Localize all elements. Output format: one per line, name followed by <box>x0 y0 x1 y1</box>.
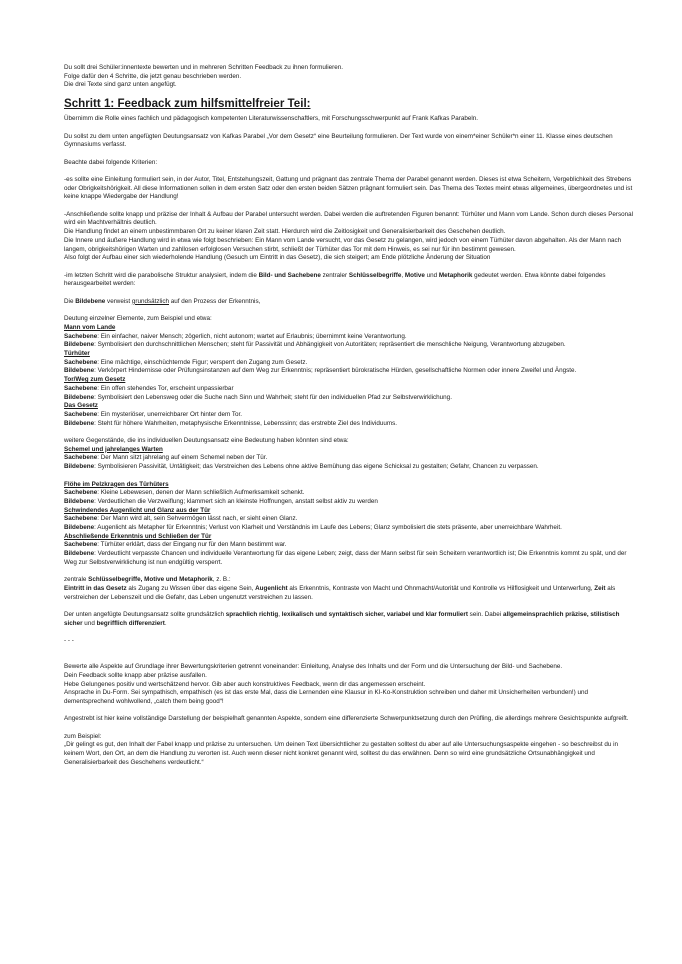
element-block <box>64 533 636 568</box>
bildebene-line: Bildebene: Verdeutlicht verpasste Chancen und individuelle Verantwortung für das eigene Leben; zeigt, dass der Mann selbst für sein Scheitern verantwortlich ist; Die Erkenntnis kommt zu spät, und der Weg zur Selbstverwirklichung ist nun endgültig versperrt. <box>64 550 627 566</box>
focus-paragraph: Angestrebt ist hier keine vollständige Darstellung der beispielhaft genannten Aspekte, sondern eine differenzierte Schwerpunktsetzung durch den Prüfling, die allerdings mehrere Gesichtspunkte aufgreift. <box>64 715 629 723</box>
bildebene-line: Bildebene: Verdeutlichen die Verzweiflung; klammert sich an kleinste Hoffnungen, anstatt selbst aktiv zu werden <box>64 497 378 505</box>
task-paragraph: Du sollst zu dem unten angefügten Deutungsansatz von Kafkas Parabel „Vor dem Gesetz“ eine Beurteilung formulieren. Der Text wurde von einem*einer Schüler*n einer 11. Klasse eines deutschen Gymnasiums verfasst. <box>64 132 613 149</box>
bildebene-line: Bildebene: Symbolisiert den durchschnittlichen Menschen; steht für Passivität und Abhängigkeit von Autoritäten; repräsentiert die menschliche Neigung, Verantwortung abzugeben. <box>64 341 566 349</box>
element-title: Das Gesetz <box>64 402 98 410</box>
element-title: Abschließende Erkenntnis und Schließen der Tür <box>64 532 212 540</box>
bildebene-line: Die Bildebene verweist grundsätzlich auf den Prozess der Erkenntnis, <box>64 297 261 305</box>
separator-dots: - - - <box>64 637 74 645</box>
evaluation-instruction: Bewerte alle Aspekte auf Grundlage ihrer Bewertungskriterien getrennt voneinander: Einleitung, Analyse des Inhalts und der Form und die Untersuchung der Bild- und Sachebene. <box>64 663 563 671</box>
sachebene-line: Sachebene: Ein mysteriöser, unerreichbarer Ort hinter dem Tor. <box>64 410 243 418</box>
sachebene-line: Sachebene: Der Mann sitzt jahrelang auf einem Schemel neben der Tür. <box>64 454 268 462</box>
language-criteria: Der unten angefügte Deutungsansatz sollte grundsätzlich sprachlich richtig, lexikalisch und syntaktisch sicher, variabel und klar formuliert sein. Dabei allgemeinsprachlich präzise, stilistisch sicher und begrifflich differenziert. <box>64 611 620 627</box>
element-title: Türhüter <box>64 349 90 357</box>
bildebene-line: Bildebene: Augenlicht als Metapher für Erkenntnis; Verlust von Klarheit und Verständnis im Laufe des Lebens; Glanz symbolisiert die stets präsente, aber unerreichbare Wahrheit. <box>64 524 562 532</box>
evaluation-instruction: Dein Feedback sollte knapp aber präzise ausfallen. <box>64 671 207 679</box>
evaluation-instruction: Hebe Gelungenes positiv und wertschätzend hervor. Gib aber auch konstruktives Feedback, wenn dir das angemessen erscheint. <box>64 680 426 688</box>
criterion-content: Die Handlung findet an einem unbestimmbaren Ort zu keiner klaren Zeit statt. Hierdurch wird die Zeitlosigkeit und Generalisierbarkeit des Geschehen deutlich. <box>64 228 506 236</box>
intro-line: Die drei Texte sind ganz unten angefügt. <box>64 81 177 89</box>
sachebene-line: Sachebene: Eine mächtige, einschüchternde Figur; versperrt den Zugang zum Gesetz. <box>64 358 308 366</box>
element-block <box>64 324 636 350</box>
sachebene-line: Sachebene: Kleine Lebewesen, denen der Mann schließlich Aufmerksamkeit schenkt. <box>64 489 305 497</box>
example-label: zum Beispiel: <box>64 732 102 740</box>
sachebene-line: Sachebene: Ein einfacher, naiver Mensch; zögerlich, nicht autonom; wartet auf Erlaubnis; übernimmt keine Verantwortung. <box>64 332 407 340</box>
central-terms: Eintritt in das Gesetz als Zugang zu Wissen über das eigene Sein, Augenlicht als Erkenntnis, Kontraste von Macht und Ohnmacht/Autorität und Kontrolle vs Hilflosigkeit und Unterwerfung, Zeit als verstreichen der Lebenszeit und die Gefahr, das Leben ungenutzt verstreichen zu lassen. <box>64 584 616 601</box>
criterion-content: Also folgt der Aufbau einer sich wiederholende Handlung (Gesuch um Eintritt in das Gesetz), die sich steigert; am Ende plötzliche Änderung der Situation <box>64 254 491 262</box>
criterion-structure: -im letzten Schritt wird die parabolische Struktur analysiert, indem die Bild- und Sachebene zentraler Schlüsselbegriffe, Motive und Metaphorik gedeutet werden. Etwa könnte dabei folgendes herausgearbeitet werden: <box>64 271 606 288</box>
element-title: Schemel und jahrelanges Warten <box>64 445 163 453</box>
element-block <box>64 481 636 507</box>
role-paragraph: Übernimm die Rolle eines fachlich und pädagogisch kompetenten Literaturwissenschaftlers, mit Forschungsschwerpunkt auf Frank Kafkas Parabeln. <box>64 115 479 123</box>
element-block <box>64 376 636 402</box>
criterion-introduction: -es sollte eine Einleitung formuliert sein, in der Autor, Titel, Entstehungszeit, Gattung und prägnant das zentrale Thema der Parabel genannt werden. Dieses ist etwa Scheitern, Vergeblichkeit des Strebens oder Obrigkeitshörigkeit. All diese Informationen sollen in dem ersten Satz oder den ersten beiden Sätzen prägnant formuliert sein. Das Thema des Textes meint etwas allgemeines, übergeordnetes und ist keine knappe Wiedergabe der Handlung! <box>64 175 633 201</box>
bildebene-line: Bildebene: Verkörpert Hindernisse oder Prüfungsinstanzen auf dem Weg zur Erkenntnis; repräsentiert bürokratische Hürden, gesellschaftliche Normen oder innere Zweifel und Ängste. <box>64 367 577 375</box>
element-block <box>64 402 636 428</box>
section-heading: Schritt 1: Feedback zum hilfsmittelfreier Teil: <box>64 97 311 111</box>
central-terms-heading: zentrale Schlüsselbegriffe, Motive und Metaphorik, z. B.: <box>64 576 231 584</box>
example-quote: „Dir gelingt es gut, den Inhalt der Fabel knapp und präzise zu untersuchen. Um deinen Text übersichtlicher zu gestalten solltest du aber auf alle Untersuchungsaspekte eingehen - so beschreibst du in keinem Wort, den Ort, an dem die Handlung zu verorten ist. Auch wenn dieser nicht konkret genannt wird, solltest du das erwähnen. Denn so wird eine grundsätzliche Ortsunabhängigkeit und Generalisierbarkeit des Geschehens verdeutlicht.“ <box>64 741 618 766</box>
intro-line: Du sollt drei Schüler:innentexte bewerten und in mehreren Schritten Feedback zu ihnen formulieren. <box>64 64 343 71</box>
element-title: Flöhe im Pelzkragen des Türhüters <box>64 480 169 488</box>
further-intro: weitere Gegenstände, die ins individuellen Deutungsansatz eine Bedeutung haben könnten sind etwa: <box>64 437 349 444</box>
element-title: Mann vom Lande <box>64 323 116 331</box>
sachebene-line: Sachebene: Der Mann wird alt, sein Sehvermögen lässt nach, er sieht einen Glanz. <box>64 515 298 523</box>
criterion-content: Die Innere und äußere Handlung wird in etwa wie folgt beschrieben: Ein Mann vom Lande versucht, vor das Gesetz zu gelangen, wird jedoch von einem Türhüter davon abgehalten. Als der Mann nach langem, obrigkeitshörigen Warten und zahllosen erfolglosen Versuchen stirbt, schließt der Türhüter das Tor mit dem Hinweis, es sei nur für ihn bestimmt gewesen. <box>64 236 622 253</box>
bildebene-line: Bildebene: Symbolisiert den Lebensweg oder die Suche nach Sinn und Wahrheit; steht für den individuellen Pfad zur Selbstverwirklichung. <box>64 393 452 401</box>
element-block <box>64 350 636 376</box>
deutung-intro: Deutung einzelner Elemente, zum Beispiel und etwa: <box>64 315 212 323</box>
evaluation-instruction: Ansprache in Du-Form. Sei sympathisch, empathisch (es ist das erste Mal, dass die Lernenden eine Klausur in KI-Ko-Konstruktion schreiben und daher mit Unsicherheiten verbunden!) und dementsprechend wohlwollend, „catch them being good“! <box>64 689 588 705</box>
criteria-intro: Beachte dabei folgende Kriterien: <box>64 158 158 166</box>
element-title: Schwindendes Augenlicht und Glanz aus der Tür <box>64 506 211 514</box>
bildebene-line: Bildebene: Symbolisieren Passivität, Untätigkeit; das Verstreichen des Lebens ohne aktive Bemühung das eigene Schicksal zu gestalten; Gefahr, Chancen zu verpassen. <box>64 463 539 471</box>
element-title: Tor/Weg zum Gesetz <box>64 376 126 384</box>
sachebene-line: Sachebene: Türhüter erklärt, dass der Eingang nur für den Mann bestimmt war. <box>64 541 287 549</box>
element-block <box>64 446 636 472</box>
sachebene-line: Sachebene: Ein offen stehendes Tor, erscheint unpassierbar <box>64 384 234 392</box>
bildebene-line: Bildebene: Steht für höhere Wahrheiten, metaphysische Erkenntnisse, Lebenssinn; das erstrebte Ziel des Individuums. <box>64 419 397 427</box>
element-block <box>64 507 636 533</box>
intro-line: Folge dafür den 4 Schritte, die jetzt genau beschrieben werden. <box>64 72 242 80</box>
criterion-content: -Anschließende sollte knapp und präzise der Inhalt & Aufbau der Parabel untersucht werden. Dabei werden die auftretenden Figuren benannt: Türhüter und Mann vom Lande. Schon durch dieses Personal wird ein Machtverhältnis deutlich. <box>64 210 634 227</box>
